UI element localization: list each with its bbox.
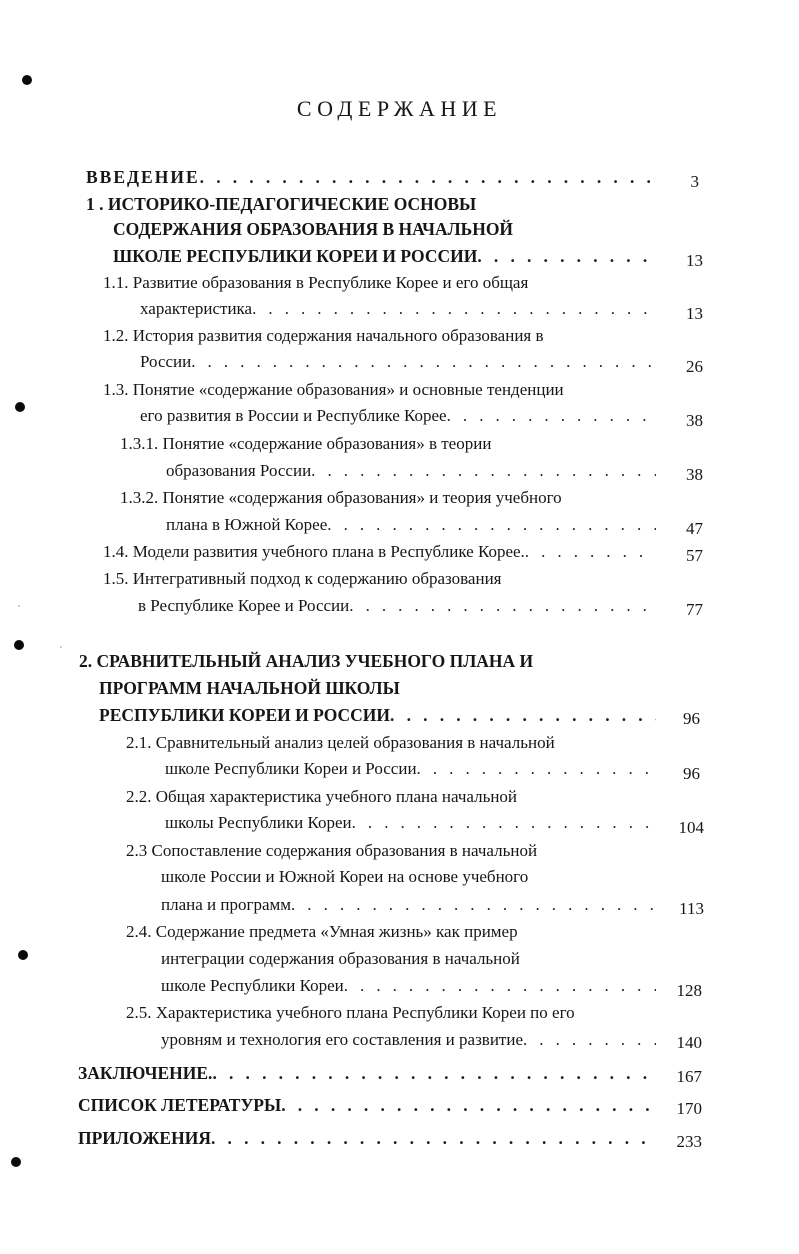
leader-dots bbox=[477, 245, 656, 267]
toc-entry-title: плана и программ bbox=[161, 895, 291, 914]
punch-hole-mark bbox=[18, 950, 28, 960]
leader-dots bbox=[311, 460, 656, 482]
toc-entry-intro bbox=[86, 166, 656, 188]
toc-page-number: 38 bbox=[686, 465, 703, 484]
punch-hole-mark bbox=[22, 75, 32, 85]
punch-hole-mark bbox=[14, 640, 24, 650]
toc-section-1-2 bbox=[140, 351, 656, 373]
toc-page-number: 113 bbox=[679, 899, 704, 918]
toc-entry-bibliography bbox=[78, 1094, 656, 1116]
toc-section-2-4: 2.4. Содержание предмета «Умная жизнь» как пример bbox=[126, 922, 518, 941]
toc-entry-title: ВВЕДЕНИЕ bbox=[86, 167, 200, 187]
toc-chapter-2-line bbox=[99, 704, 656, 726]
toc-page-number: 57 bbox=[686, 546, 703, 565]
leader-dots bbox=[200, 166, 656, 188]
leader-dots bbox=[212, 1062, 656, 1084]
toc-section-1-2: 1.2. История развития содержания начального образования в bbox=[103, 326, 544, 345]
toc-section-2-2: 2.2. Общая характеристика учебного плана начальной bbox=[126, 787, 518, 806]
toc-entry-title: СПИСОК ЛЕТЕРАТУРЫ bbox=[78, 1095, 282, 1115]
toc-page-number: 77 bbox=[686, 600, 703, 619]
punch-hole-mark bbox=[15, 402, 25, 412]
toc-page-number: 170 bbox=[676, 1099, 702, 1118]
punch-hole-mark bbox=[11, 1157, 21, 1167]
toc-page-number: 128 bbox=[676, 981, 702, 1000]
toc-section-2-4: интеграции содержания образования в начальной bbox=[161, 949, 520, 968]
toc-entry-title: школы Республики Кореи bbox=[165, 813, 352, 832]
toc-section-1-4 bbox=[103, 541, 656, 563]
scan-speck bbox=[60, 646, 62, 648]
toc-section-1-3: 1.3. Понятие «содержание образования» и основные тенденции bbox=[103, 380, 564, 399]
toc-section-2-2 bbox=[165, 812, 656, 834]
toc-subsection-1-3-2 bbox=[166, 514, 656, 536]
toc-page-number: 140 bbox=[676, 1033, 702, 1052]
toc-page-number: 3 bbox=[690, 172, 699, 191]
toc-entry-title: его развития в России и Республике Корее bbox=[140, 406, 447, 425]
toc-entry-title: образования России bbox=[166, 461, 312, 480]
toc-chapter-2-line: ПРОГРАММ НАЧАЛЬНОЙ ШКОЛЫ bbox=[99, 678, 400, 698]
toc-section-2-4 bbox=[161, 975, 656, 997]
toc-chapter-1-line bbox=[113, 245, 656, 267]
toc-entry-title: характеристика bbox=[140, 299, 253, 318]
toc-page-number: 38 bbox=[686, 411, 703, 430]
toc-section-2-3: 2.3 Сопоставление содержания образования в начальной bbox=[126, 841, 538, 860]
toc-section-2-1: 2.1. Сравнительный анализ целей образования в начальной bbox=[126, 733, 555, 752]
toc-section-2-3: школе России и Южной Кореи на основе учебного bbox=[161, 867, 529, 886]
toc-section-2-1 bbox=[165, 758, 656, 780]
toc-entry-title: 1.4. Модели развития учебного плана в Республике Корее. bbox=[103, 542, 525, 561]
leader-dots bbox=[281, 1094, 656, 1116]
leader-dots bbox=[344, 975, 656, 997]
leader-dots bbox=[417, 758, 656, 780]
leader-dots bbox=[252, 298, 656, 320]
toc-page-number: 96 bbox=[683, 709, 700, 728]
toc-page-number: 167 bbox=[676, 1067, 702, 1086]
toc-section-1-5: 1.5. Интегративный подход к содержанию образования bbox=[103, 569, 502, 588]
leader-dots bbox=[352, 812, 656, 834]
toc-entry-title: ПРИЛОЖЕНИЯ bbox=[78, 1128, 211, 1148]
toc-entry-title: ЗАКЛЮЧЕНИЕ. bbox=[78, 1063, 213, 1083]
toc-section-1-1 bbox=[140, 298, 656, 320]
toc-chapter-1-line: 1 . ИСТОРИКО-ПЕДАГОГИЧЕСКИЕ ОСНОВЫ bbox=[86, 194, 477, 214]
toc-section-1-5 bbox=[138, 595, 656, 617]
toc-entry-title: школе Республики Кореи bbox=[161, 976, 344, 995]
toc-entry-title: в Республике Корее и России bbox=[138, 596, 350, 615]
toc-section-2-5: 2.5. Характеристика учебного плана Республики Кореи по его bbox=[126, 1003, 575, 1022]
toc-section-1-1: 1.1. Развитие образования в Республике Корее и его общая bbox=[103, 273, 529, 292]
toc-section-2-3 bbox=[161, 894, 656, 916]
toc-page-number: 104 bbox=[678, 818, 704, 837]
toc-entry-conclusion bbox=[78, 1062, 656, 1084]
toc-page-number: 233 bbox=[676, 1132, 702, 1151]
toc-chapter-1-line: СОДЕРЖАНИЯ ОБРАЗОВАНИЯ В НАЧАЛЬНОЙ bbox=[113, 219, 514, 239]
toc-section-2-5 bbox=[161, 1029, 656, 1051]
toc-section-1-3 bbox=[140, 405, 656, 427]
toc-entry-appendices bbox=[78, 1127, 656, 1149]
leader-dots bbox=[523, 1029, 656, 1051]
leader-dots bbox=[191, 351, 656, 373]
toc-page-number: 47 bbox=[686, 519, 703, 538]
toc-entry-title: уровням и технология его составления и развитие bbox=[161, 1030, 523, 1049]
toc-page-number: 26 bbox=[686, 357, 703, 376]
toc-subsection-1-3-1: 1.3.1. Понятие «содержание образования» в теории bbox=[120, 434, 492, 453]
toc-entry-title: ШКОЛЕ РЕСПУБЛИКИ КОРЕИ И РОССИИ bbox=[113, 246, 478, 266]
leader-dots bbox=[291, 894, 656, 916]
toc-chapter-2-line: 2. СРАВНИТЕЛЬНЫЙ АНАЛИЗ УЧЕБНОГО ПЛАНА И bbox=[79, 651, 534, 671]
leader-dots bbox=[349, 595, 656, 617]
toc-page-number: 13 bbox=[686, 304, 703, 323]
toc-subsection-1-3-2: 1.3.2. Понятие «содержания образования» и теория учебного bbox=[120, 488, 562, 507]
leader-dots bbox=[211, 1127, 656, 1149]
leader-dots bbox=[327, 514, 656, 536]
toc-entry-title: плана в Южной Корее bbox=[166, 515, 328, 534]
scan-speck bbox=[18, 605, 20, 607]
toc-entry-title: школе Республики Кореи и России bbox=[165, 759, 417, 778]
leader-dots bbox=[447, 405, 656, 427]
page-title: СОДЕРЖАНИЕ bbox=[296, 96, 503, 121]
toc-page-number: 13 bbox=[686, 251, 703, 270]
leader-dots bbox=[525, 541, 656, 563]
toc-subsection-1-3-1 bbox=[166, 460, 656, 482]
toc-entry-title: РЕСПУБЛИКИ КОРЕИ И РОССИИ bbox=[99, 705, 391, 725]
leader-dots bbox=[390, 704, 656, 726]
toc-page-number: 96 bbox=[683, 764, 700, 783]
toc-entry-title: России bbox=[140, 352, 192, 371]
